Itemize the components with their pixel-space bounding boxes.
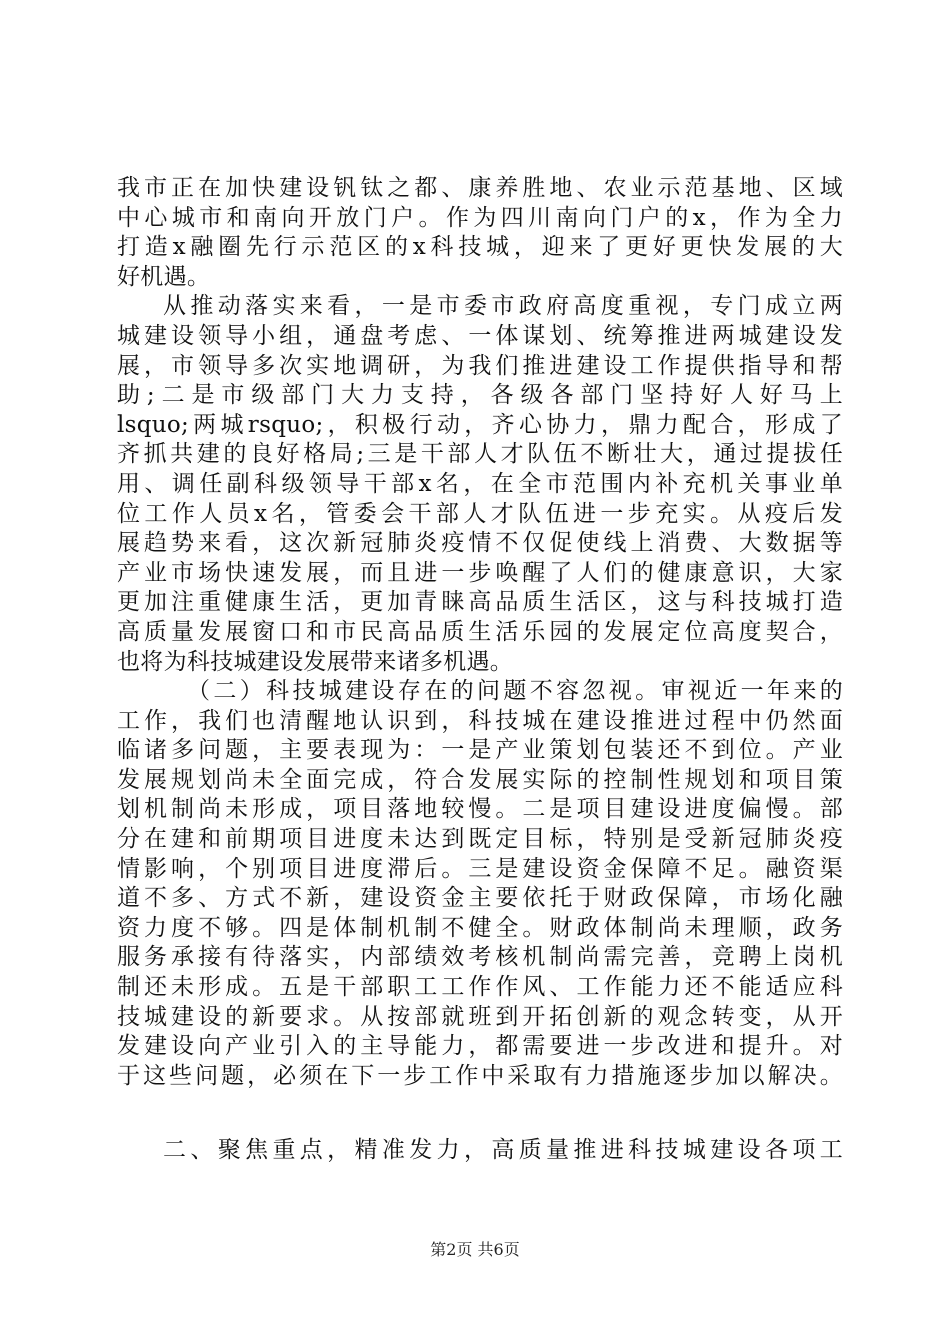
paragraph-line: 用、调任副科级领导干部x名，在全市范围内补充机关事业单 <box>117 470 843 497</box>
page-footer: 第2页 共6页 <box>430 1240 520 1259</box>
paragraph-line: 发建设向产业引入的主导能力，都需要进一步改进和提升。对 <box>117 1033 843 1060</box>
paragraph-line: 分在建和前期项目进度未达到既定目标，特别是受新冠肺炎疫 <box>117 826 843 853</box>
paragraph-line: 工作，我们也清醒地认识到，科技城在建设推进过程中仍然面 <box>117 707 843 734</box>
paragraph-line: （二）科技城建设存在的问题不容忽视。审视近一年来的 <box>187 678 843 705</box>
paragraph-line: 更加注重健康生活，更加青睐高品质生活区，这与科技城打造 <box>117 589 843 616</box>
paragraph-line: 发展规划尚未全面完成，符合发展实际的控制性规划和项目策 <box>117 766 843 793</box>
paragraph-line: 情影响，个别项目进度滞后。三是建设资金保障不足。融资渠 <box>117 855 843 882</box>
paragraph-line: 产业市场快速发展，而且进一步唤醒了人们的健康意识，大家 <box>117 559 843 586</box>
paragraph-line: 打造x融圈先行示范区的x科技城，迎来了更好更快发展的大 <box>117 234 843 261</box>
paragraph-line: 我市正在加快建设钒钛之都、康养胜地、农业示范基地、区域 <box>117 175 843 201</box>
paragraph-line: 从推动落实来看，一是市委市政府高度重视，专门成立两 <box>163 293 843 320</box>
paragraph-line: 助;二是市级部门大力支持，各级各部门坚持好人好马上 <box>117 382 843 409</box>
paragraph-line: 位工作人员x名，管委会干部人才队伍进一步充实。从疫后发 <box>117 500 843 527</box>
section-heading: 二、聚焦重点，精准发力，高质量推进科技城建设各项工 <box>163 1137 843 1163</box>
paragraph-line: lsquo;两城rsquo;，积极行动，齐心协力，鼎力配合，形成了 <box>117 411 843 438</box>
paragraph-line: 也将为科技城建设发展带来诸多机遇。 <box>117 648 514 675</box>
paragraph-line: 展趋势来看，这次新冠肺炎疫情不仅促使线上消费、大数据等 <box>117 530 843 557</box>
paragraph-line: 齐抓共建的良好格局;三是干部人才队伍不断壮大，通过提拔任 <box>117 441 843 468</box>
paragraph-line: 服务承接有待落实，内部绩效考核机制尚需完善，竞聘上岗机 <box>117 944 843 971</box>
paragraph-line: 临诸多问题，主要表现为：一是产业策划包装还不到位。产业 <box>117 737 843 764</box>
paragraph-line: 划机制尚未形成，项目落地较慢。二是项目建设进度偏慢。部 <box>117 796 843 823</box>
paragraph-line: 技城建设的新要求。从按部就班到开拓创新的观念转变，从开 <box>117 1003 843 1030</box>
paragraph-2 <box>117 292 843 677</box>
paragraph-line: 展，市领导多次实地调研，为我们推进建设工作提供指导和帮 <box>117 352 843 379</box>
paragraph-line: 制还未形成。五是干部职工工作作风、工作能力还不能适应科 <box>117 974 843 1001</box>
paragraph-line: 中心城市和南向开放门户。作为四川南向门户的x，作为全力 <box>117 204 843 231</box>
paragraph-3 <box>117 677 843 1091</box>
paragraph-line: 好机遇。 <box>117 263 211 290</box>
paragraph-line: 城建设领导小组，通盘考虑、一体谋划、统筹推进两城建设发 <box>117 322 843 349</box>
paragraph-line: 道不多、方式不新，建设资金主要依托于财政保障，市场化融 <box>117 885 843 912</box>
paragraph-line: 于这些问题，必须在下一步工作中采取有力措施逐步加以解决。 <box>117 1062 843 1089</box>
paragraph-1 <box>117 174 843 292</box>
paragraph-line: 资力度不够。四是体制机制不健全。财政体制尚未理顺，政务 <box>117 914 843 941</box>
document-body <box>117 174 843 1091</box>
paragraph-line: 高质量发展窗口和市民高品质生活乐园的发展定位高度契合， <box>117 618 843 645</box>
